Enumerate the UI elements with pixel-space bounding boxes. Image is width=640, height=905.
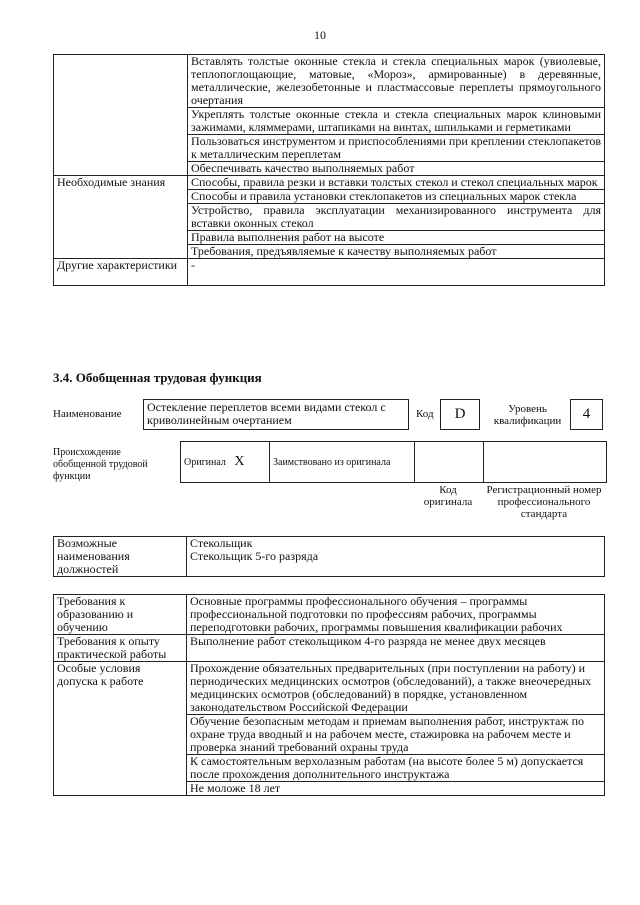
table-row [54,537,605,577]
table-row [54,595,605,635]
job-titles-value [187,537,605,577]
table-cell-text: Прохождение обязательных предварительных (при поступлении на работу) и периодических медицинских осмотров (обследований), а также внеочередных медицинских осмотров (обследований) в порядке, установленном законодательством Российской Федерации [187,662,605,715]
table-cell-text: Укреплять толстые оконные стекла и стекла специальных марок клиновыми зажимами, кляммерами, штапиками на винтах, шпильками и герметиками [188,108,605,135]
table-row [54,55,605,108]
job-title: Стекольщик 5-го разряда [190,549,319,563]
table-cell-text: Способы и правила установки стеклопакетов из специальных марок стекла [188,190,605,204]
borrowed-cell: Заимствовано из оригинала [270,442,415,483]
job-title: Стекольщик [190,536,253,550]
qualification-level-value: 4 [570,399,603,430]
table-cell-text: Обеспечивать качество выполняемых работ [188,162,605,176]
function-name-label: Наименование [53,408,122,420]
original-cell [181,442,270,483]
table-cell-text: - [188,259,605,286]
table-row [181,442,607,483]
admission-conditions-label: Особые условия допуска к работе [54,662,187,796]
original-mark: X [234,454,245,469]
table-row [54,259,605,286]
experience-requirements-label: Требования к опыту практической работы [54,635,187,662]
code-value: D [440,399,480,430]
requirements-table [53,594,605,796]
qualification-level-label: Уровень квалификации [493,403,562,427]
job-titles-table [53,536,605,577]
table-cell-text: Обучение безопасным методам и приемам выполнения работ, инструктаж по охране труда вводный и на рабочем месте, стажировка на рабочем месте и проверка знаний требований охраны труда [187,715,605,755]
original-code-cell [415,442,484,483]
table-cell-label [54,55,188,176]
table-cell-text: Пользоваться инструментом и приспособлениями при креплении стеклопакетов к металлическим переплетам [188,135,605,162]
table-cell-text: Основные программы профессионального обучения – программы профессиональной подготовки по профессиям рабочих, программы переподготовки рабочих, программы повышения квалификации рабочих [187,595,605,635]
function-name-value: Остекление переплетов всеми видами стекол с криволинейным очертанием [143,399,409,430]
education-requirements-label: Требования к образованию и обучению [54,595,187,635]
origin-table [180,441,607,483]
registration-number-cell [484,442,607,483]
job-titles-label: Возможные наименования должностей [54,537,187,577]
table-row [54,176,605,190]
page-number: 10 [314,28,326,42]
original-code-caption: Код оригинала [423,484,473,508]
table-cell-text: Выполнение работ стекольщиком 4-го разряда не менее двух месяцев [187,635,605,662]
required-knowledge-label: Необходимые знания [54,176,188,259]
skills-knowledge-table [53,54,605,286]
other-characteristics-label: Другие характеристики [54,259,188,286]
table-cell-text: Правила выполнения работ на высоте [188,231,605,245]
table-cell-text: Устройство, правила эксплуатации механизированного инструмента для вставки оконных стекол [188,204,605,231]
section-heading: 3.4. Обобщенная трудовая функция [53,370,262,385]
table-cell-text: Требования, предъявляемые к качеству выполняемых работ [188,245,605,259]
table-row [54,635,605,662]
table-row [54,662,605,715]
table-cell-text: К самостоятельным верхолазным работам (на высоте более 5 м) допускается после прохождения дополнительного инструктажа [187,755,605,782]
registration-number-caption: Регистрационный номер профессионального стандарта [486,484,602,520]
original-label: Оригинал [184,457,226,468]
table-cell-text: Вставлять толстые оконные стекла и стекла специальных марок (увиолевые, теплопоглощающие, матовые, «Мороз», армированные) в деревянные, металлические, железобетонные и пластмассовые переплеты прямоугольного очертания [188,55,605,108]
origin-label: Происхождение обобщенной трудовой функции [53,447,148,482]
table-cell-text: Способы, правила резки и вставки толстых стекол и стекол специальных марок [188,176,605,190]
code-label: Код [416,408,434,420]
table-cell-text: Не моложе 18 лет [187,782,605,796]
